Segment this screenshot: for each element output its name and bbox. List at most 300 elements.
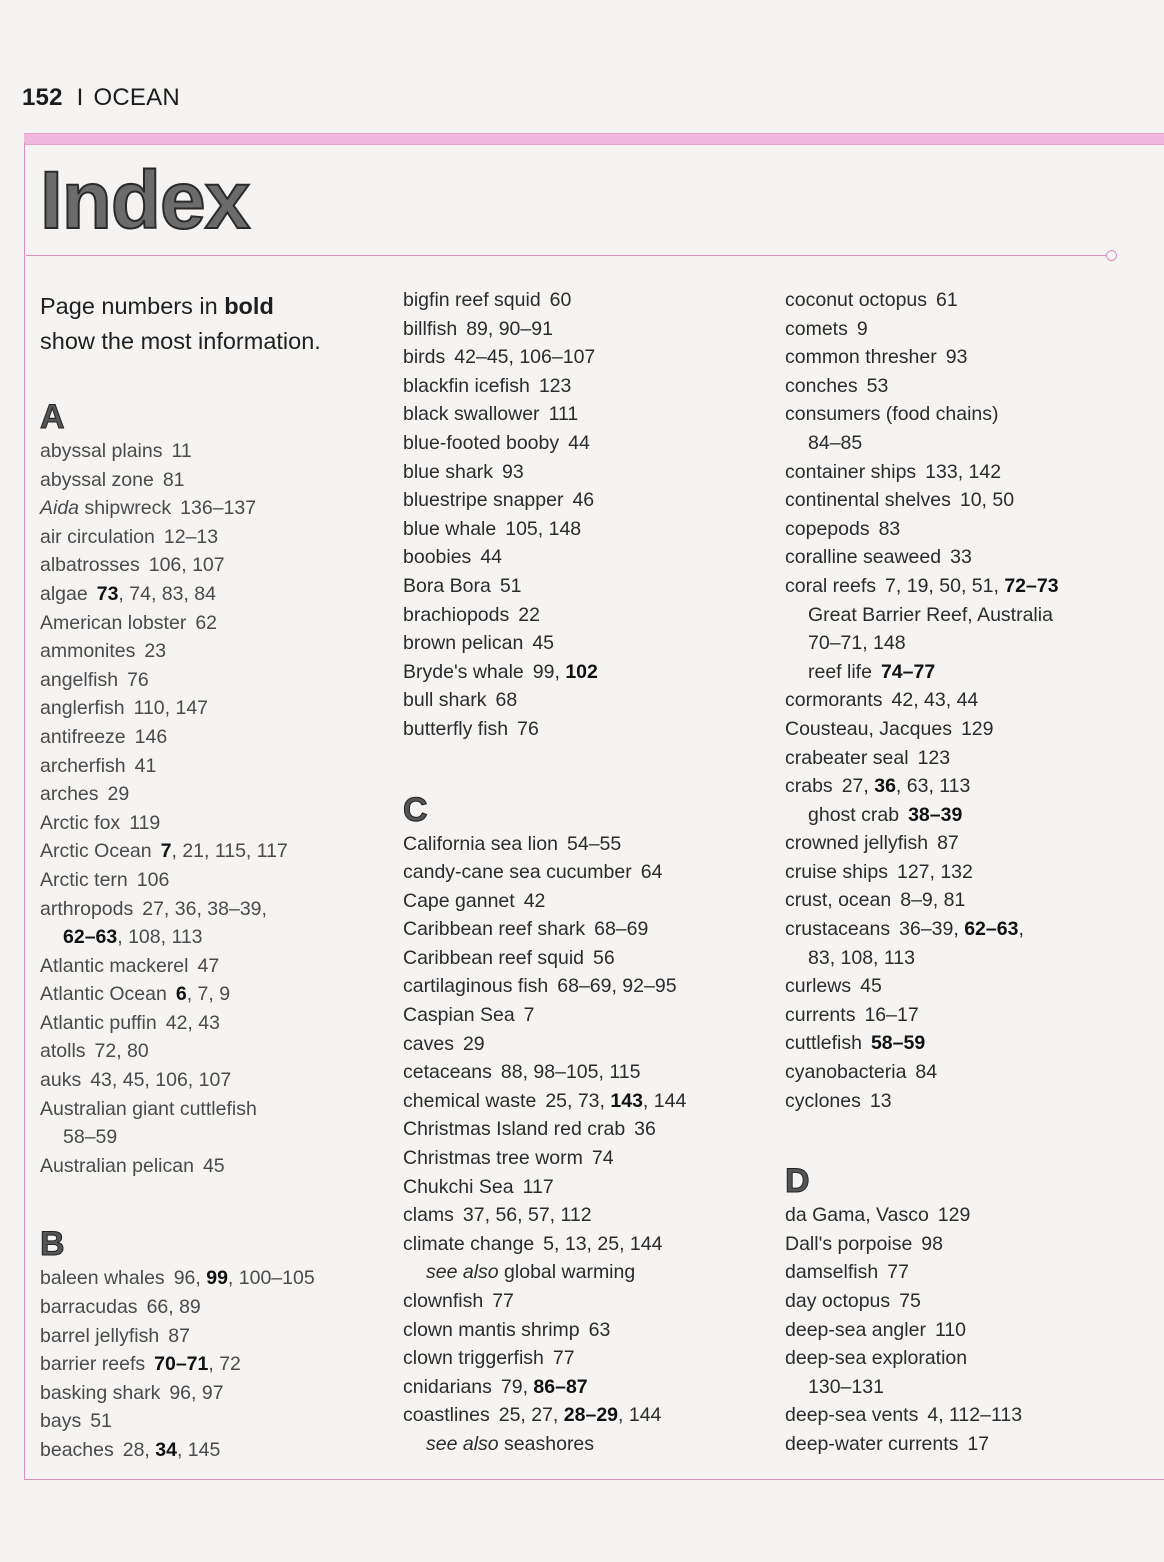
page-ref-bold: 58–59	[870, 1032, 926, 1055]
entry-pages	[634, 1118, 656, 1140]
page-ref-bold: 143	[610, 1089, 643, 1112]
page-ref: 96,	[173, 1267, 207, 1290]
entry-pages	[879, 518, 901, 540]
entry-pages	[63, 926, 203, 948]
entry-pages	[553, 1347, 575, 1369]
entry-pages	[808, 1376, 884, 1398]
entry-term: abyssal plains	[40, 440, 163, 462]
page-ref: 29	[107, 783, 130, 806]
entry-term: Australian giant cuttlefish	[40, 1097, 257, 1120]
index-entry	[785, 343, 1145, 372]
index-subentry	[785, 429, 1145, 458]
page-ref: 43, 45, 106, 107	[90, 1069, 232, 1092]
entry-pages	[149, 554, 225, 576]
entry-pages	[108, 783, 130, 805]
page-ref: 27,	[841, 775, 875, 798]
entry-pages	[129, 812, 160, 834]
entry-pages	[492, 1290, 514, 1312]
page-ref: 93	[501, 460, 524, 483]
index-column-1	[40, 286, 390, 1465]
index-entry	[403, 686, 773, 715]
entry-pages	[127, 669, 149, 691]
page-ref: 68–69, 92–95	[557, 975, 677, 998]
page-ref-bold: 36	[874, 775, 896, 798]
entry-pages	[946, 346, 968, 368]
entry-term: Atlantic mackerel	[40, 954, 189, 977]
entry-term: Arctic fox	[40, 811, 121, 834]
page-number: 152	[22, 84, 63, 111]
index-subentry	[785, 801, 1145, 830]
entry-pages	[90, 1410, 112, 1432]
entry-term: Aida	[40, 497, 80, 520]
entry-pages	[524, 890, 546, 912]
entry-pages	[867, 375, 889, 397]
entry-pages	[169, 1382, 223, 1404]
index-entry	[785, 515, 1145, 544]
entry-pages	[892, 689, 979, 711]
index-subentry	[785, 944, 1145, 973]
entry-term: Great Barrier Reef, Australia	[808, 603, 1053, 626]
index-entry	[40, 1037, 390, 1066]
page-ref: 54–55	[567, 832, 622, 855]
page-ref-bold: 74–77	[880, 660, 936, 683]
page-ref: 62	[195, 611, 218, 634]
index-entry	[403, 515, 773, 544]
letter-heading: B	[40, 1225, 65, 1264]
entry-pages	[63, 1126, 117, 1148]
page-ref: , 145	[176, 1439, 221, 1461]
page-ref: 23	[144, 640, 167, 663]
entry-term: beaches	[40, 1439, 114, 1461]
page-title: Index	[40, 155, 250, 246]
index-entry	[785, 1287, 1145, 1316]
entry-term: cnidarians	[403, 1375, 492, 1398]
page-ref: 83	[878, 517, 901, 540]
index-entry	[40, 895, 390, 924]
page-ref: 45	[202, 1154, 225, 1177]
index-column-2	[403, 286, 773, 1459]
page-ref: , 100–105	[227, 1267, 315, 1290]
entry-term: damselfish	[785, 1261, 879, 1284]
index-entry	[403, 1087, 773, 1116]
index-entry	[403, 486, 773, 515]
entry-term: candy-cane sea cucumber	[403, 861, 632, 884]
page-ref-bold: 86–87	[533, 1375, 588, 1398]
page-ref-bold: 28–29	[563, 1404, 619, 1427]
entry-term: archerfish	[40, 754, 126, 777]
index-entry	[403, 372, 773, 401]
index-entry	[785, 1087, 1145, 1116]
entry-term: crabeater seal	[785, 746, 909, 769]
entry-term: seashores	[498, 1432, 595, 1455]
index-entry	[785, 372, 1145, 401]
index-entry	[403, 429, 773, 458]
index-entry	[785, 1401, 1145, 1430]
page-ref: 72, 80	[94, 1040, 149, 1063]
entry-pages	[195, 612, 217, 634]
entry-pages	[870, 1090, 892, 1112]
page-ref-bold: 34	[155, 1439, 177, 1461]
page-ref: 11	[171, 440, 192, 462]
index-entry	[785, 829, 1145, 858]
entry-term: butterfly fish	[403, 717, 509, 740]
entry-pages	[168, 1325, 190, 1347]
index-entry	[785, 543, 1145, 572]
entry-term: consumers (food chains)	[785, 403, 999, 426]
entry-pages	[505, 518, 581, 540]
page-ref: 75	[899, 1290, 921, 1312]
entry-pages	[501, 1376, 588, 1398]
title-rule	[26, 255, 1110, 256]
entry-term: cormorants	[785, 689, 883, 712]
index-entry	[785, 1430, 1145, 1459]
page-ref: 25, 73,	[545, 1089, 611, 1112]
index-entry	[403, 1173, 773, 1202]
entry-term: chemical waste	[403, 1089, 537, 1112]
entry-pages	[517, 718, 539, 740]
entry-term: shipwreck	[79, 497, 172, 520]
page-ref: 51	[90, 1410, 112, 1433]
page-ref: 42, 43, 44	[891, 689, 979, 712]
entry-term: container ships	[785, 460, 917, 483]
page-ref: , 21, 115, 117	[171, 840, 288, 863]
letter-heading: C	[403, 790, 428, 829]
page-ref: 93	[945, 346, 968, 369]
entry-term: Bryde's whale	[403, 660, 524, 683]
page-ref: 77	[552, 1347, 575, 1370]
page-ref: 45	[532, 632, 555, 655]
index-subentry	[40, 923, 390, 952]
page-ref: 53	[866, 374, 889, 397]
entry-pages	[197, 955, 219, 977]
page-ref: 99,	[532, 660, 566, 683]
page-ref: 42–45, 106–107	[454, 346, 596, 369]
index-entry	[403, 1201, 773, 1230]
entry-term: crust, ocean	[785, 889, 892, 912]
entry-term: cuttlefish	[785, 1032, 862, 1055]
index-entry	[785, 972, 1145, 1001]
index-entry	[40, 637, 390, 666]
index-entry	[785, 572, 1145, 601]
index-entry	[403, 1287, 773, 1316]
entry-term: Caribbean reef shark	[403, 918, 586, 941]
page-ref: 27, 36, 38–39,	[142, 897, 267, 920]
entry-term: California sea lion	[403, 832, 559, 855]
entry-pages	[545, 1090, 686, 1112]
entry-term: angelfish	[40, 668, 119, 691]
entry-term: brachiopods	[403, 603, 510, 626]
entry-pages	[134, 697, 208, 719]
page-ref: 129	[960, 717, 994, 740]
page-ref-bold: 73	[96, 582, 119, 605]
page-ref: 106, 107	[148, 554, 225, 577]
index-entry	[403, 1344, 773, 1373]
entry-pages	[166, 1012, 220, 1034]
rule-end-circle	[1106, 250, 1117, 261]
entry-term: ghost crab	[808, 803, 900, 826]
entry-pages	[174, 1267, 315, 1289]
entry-pages	[592, 1147, 614, 1169]
index-entry	[403, 1058, 773, 1087]
letter-heading: A	[40, 398, 65, 436]
entry-pages	[499, 1404, 662, 1426]
entry-pages	[950, 546, 972, 568]
entry-pages	[135, 726, 168, 748]
entry-term: deep-sea exploration	[785, 1347, 968, 1370]
entry-term: conches	[785, 374, 858, 397]
index-entry	[40, 1293, 390, 1322]
page-ref: 76	[127, 668, 149, 691]
entry-pages	[842, 775, 971, 797]
entry-pages	[463, 1204, 592, 1226]
page-ref: 87	[937, 832, 959, 855]
page-ref: 16–17	[864, 1003, 919, 1026]
page-ref-bold: 102	[565, 660, 598, 683]
page-ref: 105, 148	[505, 517, 582, 540]
entry-term: deep-sea vents	[785, 1404, 919, 1427]
index-entry	[40, 809, 390, 838]
entry-pages	[567, 833, 621, 855]
entry-pages	[176, 983, 230, 1005]
page-ref: 77	[492, 1290, 514, 1312]
entry-pages	[593, 947, 615, 969]
entry-term: anglerfish	[40, 697, 125, 720]
entry-term: Cousteau, Jacques	[785, 717, 952, 740]
entry-term: bluestripe snapper	[403, 489, 564, 512]
index-entry	[785, 1029, 1145, 1058]
section-name: OCEAN	[93, 84, 180, 111]
entry-pages	[887, 1261, 909, 1283]
entry-term: caves	[403, 1032, 454, 1055]
page-ref-bold: 62–63	[63, 926, 118, 949]
entry-pages	[594, 918, 648, 940]
page-ref: 29	[462, 1032, 485, 1055]
intro-text: Page numbers in	[40, 293, 225, 319]
page-ref: , 144	[618, 1404, 662, 1427]
index-entry	[40, 437, 390, 466]
page-ref: 22	[518, 603, 540, 626]
entry-pages	[572, 489, 594, 511]
entry-term: bays	[40, 1410, 82, 1433]
entry-pages	[163, 469, 185, 491]
entry-term: cyanobacteria	[785, 1061, 907, 1084]
index-entry	[403, 601, 773, 630]
page-ref: 37, 56, 57, 112	[462, 1204, 592, 1227]
page-ref: 28,	[122, 1439, 156, 1461]
page-ref: 9	[856, 317, 868, 340]
page-ref-bold: 62–63	[964, 918, 1019, 941]
entry-term: coral reefs	[785, 574, 877, 597]
index-entry	[40, 494, 390, 523]
index-entry	[40, 1407, 390, 1436]
index-entry	[403, 887, 773, 916]
page-ref: 5, 13, 25, 144	[543, 1232, 663, 1255]
index-entry	[40, 551, 390, 580]
entry-term: brown pelican	[403, 632, 524, 655]
page-ref: 146	[134, 725, 168, 748]
page-ref: 136–137	[180, 497, 257, 520]
entry-term: currents	[785, 1003, 856, 1026]
entry-pages	[463, 1033, 485, 1055]
entry-term: Caribbean reef squid	[403, 946, 585, 969]
index-entry	[785, 315, 1145, 344]
entry-term: birds	[403, 346, 446, 369]
entry-pages	[164, 526, 218, 548]
page-ref: 60	[549, 289, 572, 311]
entry-pages	[864, 1004, 918, 1026]
index-entry	[403, 1373, 773, 1402]
index-subentry	[403, 1258, 773, 1287]
index-entry	[403, 715, 773, 744]
page-ref: 79,	[500, 1375, 534, 1398]
index-entry	[785, 886, 1145, 915]
page-ref: 130–131	[808, 1375, 884, 1398]
entry-term: Cape gannet	[403, 889, 515, 912]
page-ref: , 7, 9	[186, 983, 231, 1006]
page-ref: 68	[495, 689, 518, 712]
entry-term: day octopus	[785, 1290, 891, 1312]
entry-term: cartilaginous fish	[403, 975, 549, 998]
index-entry	[785, 1058, 1145, 1087]
index-entry	[40, 952, 390, 981]
entry-pages	[938, 1204, 971, 1226]
entry-term: abyssal zone	[40, 468, 154, 491]
index-entry	[40, 1350, 390, 1379]
page-ref-bold: 38–39	[908, 803, 963, 826]
entry-pages	[900, 889, 965, 911]
entry-term: deep-water currents	[785, 1432, 959, 1455]
index-entry	[40, 980, 390, 1009]
page-ref: ,	[1018, 918, 1024, 941]
entry-term: barrier reefs	[40, 1353, 146, 1376]
page-ref: 84	[915, 1061, 938, 1084]
entry-term: Atlantic Ocean	[40, 983, 167, 1006]
entry-term: Bora Bora	[403, 574, 491, 597]
page-ref: 64	[640, 861, 663, 884]
page-ref: 44	[480, 546, 503, 569]
page-ref: 110	[934, 1318, 967, 1341]
entry-term: crowned jellyfish	[785, 832, 929, 855]
index-entry	[40, 466, 390, 495]
index-entry	[40, 1152, 390, 1181]
page-ref: 70–71, 148	[808, 632, 906, 655]
entry-pages	[589, 1319, 611, 1341]
page-ref: 84–85	[808, 431, 863, 454]
entry-pages	[935, 1319, 966, 1341]
entry-term: Arctic Ocean	[40, 840, 152, 863]
header-separator: I	[76, 84, 84, 111]
index-entry	[403, 1316, 773, 1345]
entry-pages	[180, 497, 256, 519]
index-entry	[403, 915, 773, 944]
index-entry	[785, 744, 1145, 773]
entry-term: coastlines	[403, 1404, 490, 1427]
index-entry	[403, 543, 773, 572]
index-entry	[785, 715, 1145, 744]
entry-term: see also	[426, 1261, 499, 1284]
index-entry	[403, 1030, 773, 1059]
index-entry	[40, 1264, 390, 1293]
entry-term: boobies	[403, 546, 472, 569]
page-ref: 127, 132	[896, 860, 973, 883]
entry-pages	[501, 1061, 641, 1083]
index-entry	[40, 666, 390, 695]
page-ref: 68–69	[594, 918, 649, 941]
entry-pages	[927, 1404, 1022, 1426]
index-entry	[403, 1230, 773, 1259]
page-ref: , 72	[208, 1353, 241, 1376]
entry-pages	[915, 1061, 937, 1083]
entry-term: clown triggerfish	[403, 1347, 544, 1370]
entry-term: air circulation	[40, 525, 155, 548]
entry-term: see also	[426, 1432, 499, 1455]
entry-term: blue-footed booby	[403, 431, 560, 454]
page-ref: 10, 50	[959, 489, 1015, 512]
page-ref: 66, 89	[146, 1296, 201, 1319]
entry-term: bull shark	[403, 689, 487, 712]
entry-term: billfish	[403, 317, 458, 340]
entry-term: black swallower	[403, 403, 540, 426]
entry-term: comets	[785, 317, 848, 340]
page-ref: 74	[591, 1147, 614, 1170]
entry-pages	[918, 747, 951, 769]
index-entry	[785, 1001, 1145, 1030]
page-ref: 44	[568, 431, 590, 454]
entry-pages	[480, 546, 502, 568]
page-ref: 83, 108, 113	[808, 946, 915, 969]
entry-pages	[502, 461, 524, 483]
page-ref: 81	[162, 468, 185, 491]
index-entry	[785, 772, 1145, 801]
page-ref: 111	[548, 403, 579, 426]
index-entry	[785, 1344, 1145, 1373]
entry-pages	[500, 575, 522, 597]
index-entry	[40, 1066, 390, 1095]
page-ref: 96, 97	[169, 1381, 224, 1404]
index-entry	[40, 1095, 390, 1124]
index-entry	[403, 1144, 773, 1173]
index-entry	[785, 686, 1145, 715]
index-entry	[40, 1009, 390, 1038]
entry-pages	[568, 432, 590, 454]
index-entry	[403, 1001, 773, 1030]
index-entry	[785, 1230, 1145, 1259]
index-entry	[785, 858, 1145, 887]
entry-term: copepods	[785, 517, 870, 540]
entry-term: albatrosses	[40, 554, 140, 577]
entry-term: deep-sea angler	[785, 1318, 926, 1341]
index-subentry	[403, 1430, 773, 1459]
entry-pages	[147, 1296, 201, 1318]
entry-pages	[885, 575, 1059, 597]
index-entry	[403, 830, 773, 859]
index-subentry	[785, 629, 1145, 658]
page-ref: , 63, 113	[895, 775, 971, 798]
index-entry	[785, 286, 1145, 315]
entry-term: blue whale	[403, 517, 497, 540]
index-entry	[785, 1316, 1145, 1345]
page-ref: 98	[921, 1232, 943, 1255]
intro-text-2: show the most information.	[40, 328, 321, 354]
entry-term: Caspian Sea	[403, 1004, 515, 1027]
index-entry	[40, 1322, 390, 1351]
entry-term: crabs	[785, 775, 833, 798]
page-ref: 110, 147	[133, 697, 209, 720]
entry-pages	[908, 804, 962, 826]
entry-pages	[161, 840, 288, 862]
entry-term: continental shelves	[785, 489, 951, 512]
page-ref: 117	[522, 1175, 554, 1198]
